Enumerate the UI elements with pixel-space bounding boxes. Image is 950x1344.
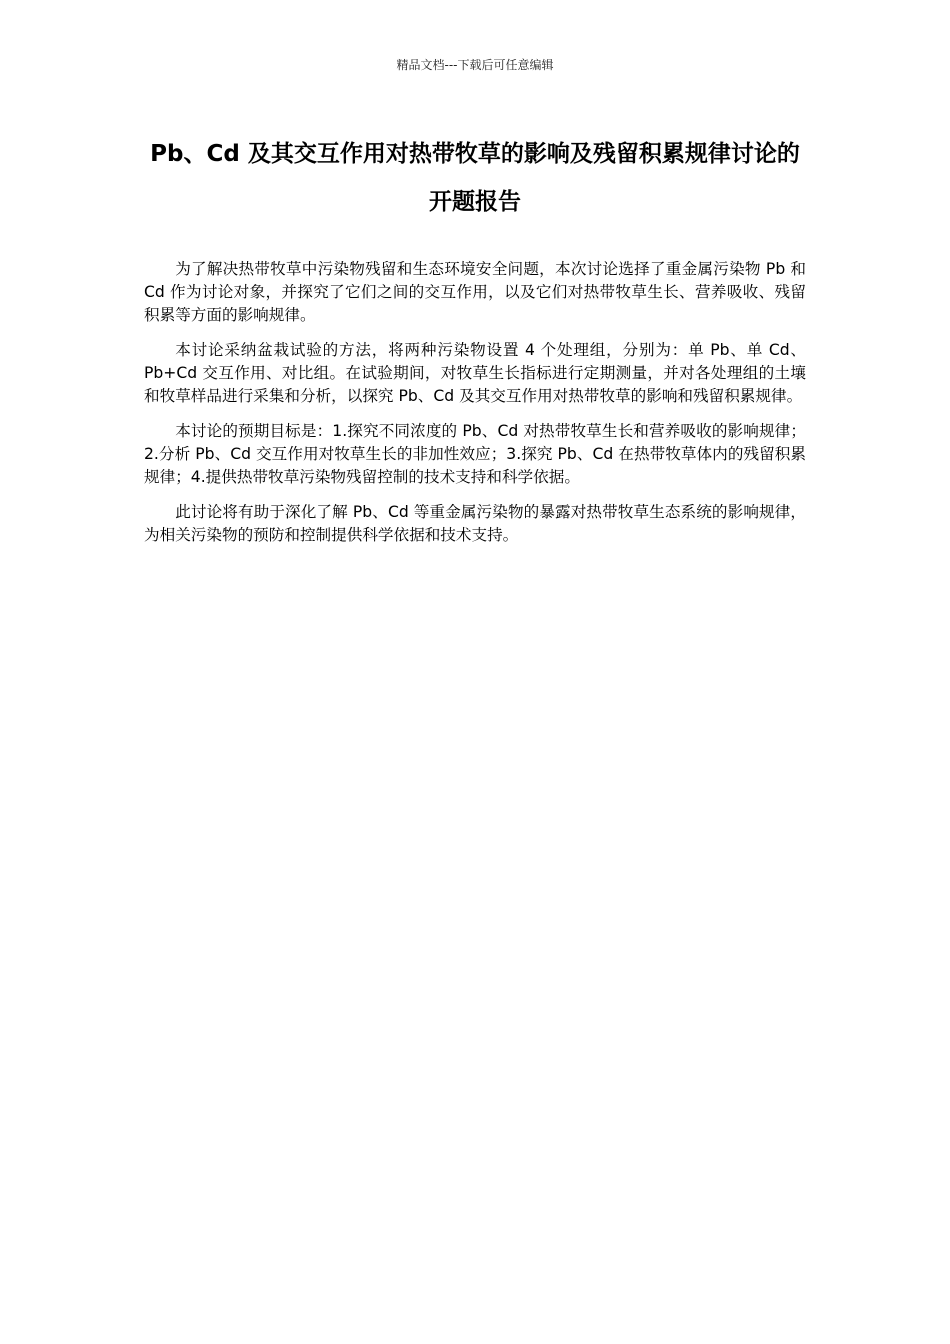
paragraph-significance: 此讨论将有助于深化了解 Pb、Cd 等重金属污染物的暴露对热带牧草生态系统的影响规律，为相关污染物的预防和控制提供科学依据和技术支持。 bbox=[144, 503, 806, 544]
paragraph-intro: 为了解决热带牧草中污染物残留和生态环境安全问题，本次讨论选择了重金属污染物 Pb 和 Cd 作为讨论对象，并探究了它们之间的交互作用，以及它们对热带牧草生长、营养吸收、残留积累等方面的影响规律。 bbox=[144, 260, 806, 324]
paragraph-method: 本讨论采纳盆栽试验的方法，将两种污染物设置 4 个处理组，分别为：单 Pb、单 Cd、Pb+Cd 交互作用、对比组。在试验期间，对牧草生长指标进行定期测量，并对各处理组的土壤和牧草样品进行采集和分析，以探究 Pb、Cd 及其交互作用对热带牧草的影响和残留积累规律。 bbox=[144, 341, 806, 405]
paragraph-goals: 本讨论的预期目标是：1.探究不同浓度的 Pb、Cd 对热带牧草生长和营养吸收的影响规律；2.分析 Pb、Cd 交互作用对牧草生长的非加性效应；3.探究 Pb、Cd 在热带牧草体内的残留积累规律；4.提供热带牧草污染物残留控制的技术支持和科学依据。 bbox=[144, 422, 806, 486]
document-title: Pb、Cd 及其交互作用对热带牧草的影响及残留积累规律讨论的开题报告 bbox=[150, 141, 800, 215]
document-body bbox=[144, 258, 806, 559]
page-header: 精品文档---下载后可任意编辑 bbox=[396, 58, 554, 72]
